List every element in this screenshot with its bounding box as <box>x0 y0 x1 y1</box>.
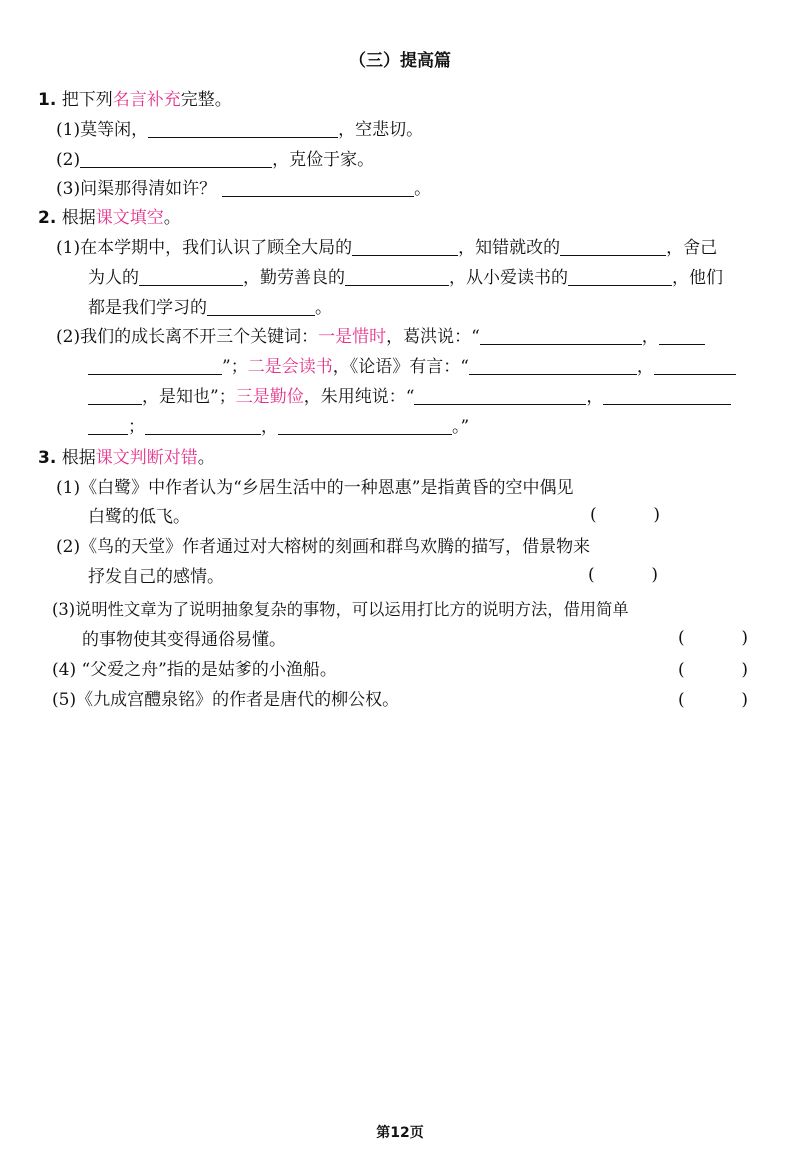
keyword-xishi: 一是惜时 <box>318 327 387 347</box>
q1-item-1 <box>56 118 423 142</box>
keyword-huidushu: 二是会读书 <box>247 357 333 377</box>
q1-number: 1. <box>38 90 57 110</box>
q1-text-post: 完整。 <box>180 90 232 110</box>
answer-parens-3[interactable] <box>678 626 748 650</box>
paren-open: ( <box>678 690 685 710</box>
q3-text-post: 。 <box>197 448 215 468</box>
q2-line-7-text-b: ， <box>261 417 278 437</box>
q3-statement-3-line-2: 的事物使其变得通俗易懂。 <box>82 630 286 650</box>
fill-blank[interactable] <box>560 238 666 256</box>
fill-blank[interactable] <box>88 387 142 405</box>
paren-close: ) <box>741 690 748 710</box>
q3-statement-2-line-2: 抒发自己的感情。 <box>88 567 224 587</box>
fill-blank[interactable] <box>139 268 243 286</box>
answer-parens-2[interactable] <box>588 563 658 587</box>
section-title: （三）提高篇 <box>349 51 451 71</box>
paren-close: ) <box>741 628 748 648</box>
q2-line-3-text-b: 。 <box>315 298 332 318</box>
fill-blank[interactable] <box>88 357 222 375</box>
q2-heading <box>38 206 181 230</box>
paren-open: ( <box>588 565 595 585</box>
answer-parens-4[interactable] <box>678 658 748 682</box>
q1-item-2 <box>56 148 374 172</box>
q2-line-7 <box>88 415 469 439</box>
q3-keyword: 课文判断对错 <box>95 448 198 468</box>
answer-parens-5[interactable] <box>678 688 748 712</box>
q2-line-6-text-c: ， <box>586 387 604 407</box>
q2-number: 2. <box>38 208 57 228</box>
q2-line-3 <box>88 296 332 320</box>
q2-text-pre: 根据 <box>61 208 96 228</box>
q2-line-2-text-c: ，从小爱读书的 <box>449 268 568 288</box>
q3-heading <box>38 446 215 470</box>
q1-item-1-post: ，空悲切。 <box>338 120 424 140</box>
q3-statement-1-line-1: (1)《白鹭》中作者认为“乡居生活中的一种恩惠”是指黄昏的空中偶见 <box>56 478 574 498</box>
fill-blank[interactable] <box>568 268 672 286</box>
q2-text-post: 。 <box>163 208 181 228</box>
fill-blank[interactable] <box>278 417 452 435</box>
q3-statement-1-line-2: 白鹭的低飞。 <box>88 507 190 527</box>
q2-line-6 <box>88 385 731 409</box>
q1-item-2-post: ，克俭于家。 <box>272 150 375 170</box>
q2-keyword: 课文填空 <box>95 208 164 228</box>
fill-blank[interactable] <box>480 327 642 345</box>
fill-blank[interactable] <box>345 268 449 286</box>
fill-blank[interactable] <box>469 357 637 375</box>
fill-blank[interactable] <box>654 357 736 375</box>
fill-blank[interactable] <box>659 327 705 345</box>
fill-blank[interactable] <box>148 120 338 138</box>
fill-blank[interactable] <box>603 387 731 405</box>
q2-line-5-text-c: ， <box>636 357 654 377</box>
q2-line-2-text-d: ，他们 <box>672 268 723 288</box>
q2-line-2-text-b: ，勤劳善良的 <box>243 268 345 288</box>
q2-line-2 <box>88 266 723 290</box>
q2-line-6-text-a: ，是知也”； <box>142 387 236 407</box>
page-number: 第12页 <box>376 1125 424 1141</box>
q3-statement-2-line-1: (2)《鸟的天堂》作者通过对大榕树的刻画和群鸟欢腾的描写，借景物来 <box>56 537 591 557</box>
q2-line-4-text-a: (2)我们的成长离不开三个关键词： <box>56 327 319 347</box>
paren-open: ( <box>590 505 597 525</box>
q2-line-5-text-b: ，《论语》有言：“ <box>332 357 469 377</box>
fill-blank[interactable] <box>145 417 261 435</box>
q2-line-3-text-a: 都是我们学习的 <box>88 298 207 318</box>
q3-number: 3. <box>38 448 57 468</box>
q2-line-5 <box>88 355 736 379</box>
q2-line-5-text-a: ”； <box>222 357 248 377</box>
paren-open: ( <box>678 660 685 680</box>
q2-line-2-text-a: 为人的 <box>88 268 139 288</box>
paren-close: ) <box>651 565 658 585</box>
q1-item-1-pre: (1)莫等闲， <box>56 120 149 140</box>
q3-statement-4: (4) “父爱之舟”指的是姑爹的小渔船。 <box>52 660 337 680</box>
fill-blank[interactable] <box>80 150 272 168</box>
paren-open: ( <box>678 628 685 648</box>
fill-blank[interactable] <box>222 179 414 197</box>
keyword-qinjian: 三是勤俭 <box>235 387 304 407</box>
q1-item-3 <box>56 177 431 201</box>
q2-line-4 <box>56 325 705 349</box>
answer-parens-1[interactable] <box>590 503 660 527</box>
q2-line-1 <box>56 236 717 260</box>
q1-keyword: 名言补充 <box>112 90 181 110</box>
paren-close: ) <box>741 660 748 680</box>
q2-line-4-text-c: ， <box>641 327 659 347</box>
q2-line-7-text-a: ； <box>128 417 145 437</box>
q1-item-3-pre: (3)问渠那得清如许？ <box>56 179 217 199</box>
q3-statement-3-line-1: (3)说明性文章为了说明抽象复杂的事物，可以运用打比方的说明方法，借用简单 <box>52 600 629 619</box>
q2-line-1-text-a: (1)在本学期中，我们认识了顾全大局的 <box>56 238 353 258</box>
q3-statement-5: (5)《九成宫醴泉铭》的作者是唐代的柳公权。 <box>52 690 400 710</box>
fill-blank[interactable] <box>207 298 315 316</box>
fill-blank[interactable] <box>88 417 128 435</box>
q2-line-1-text-b: ，知错就改的 <box>458 238 561 258</box>
q2-line-7-text-c: 。” <box>452 417 470 437</box>
q2-line-4-text-b: ，葛洪说：“ <box>386 327 480 347</box>
q3-text-pre: 根据 <box>61 448 96 468</box>
fill-blank[interactable] <box>352 238 458 256</box>
q2-line-6-text-b: ，朱用纯说：“ <box>303 387 415 407</box>
q1-text-pre: 把下列 <box>61 90 113 110</box>
fill-blank[interactable] <box>414 387 586 405</box>
q1-item-3-post: 。 <box>414 179 432 199</box>
q1-heading <box>38 88 232 112</box>
paren-close: ) <box>653 505 660 525</box>
q2-line-1-text-c: ，舍己 <box>666 238 718 258</box>
q1-item-2-pre: (2) <box>56 150 81 170</box>
